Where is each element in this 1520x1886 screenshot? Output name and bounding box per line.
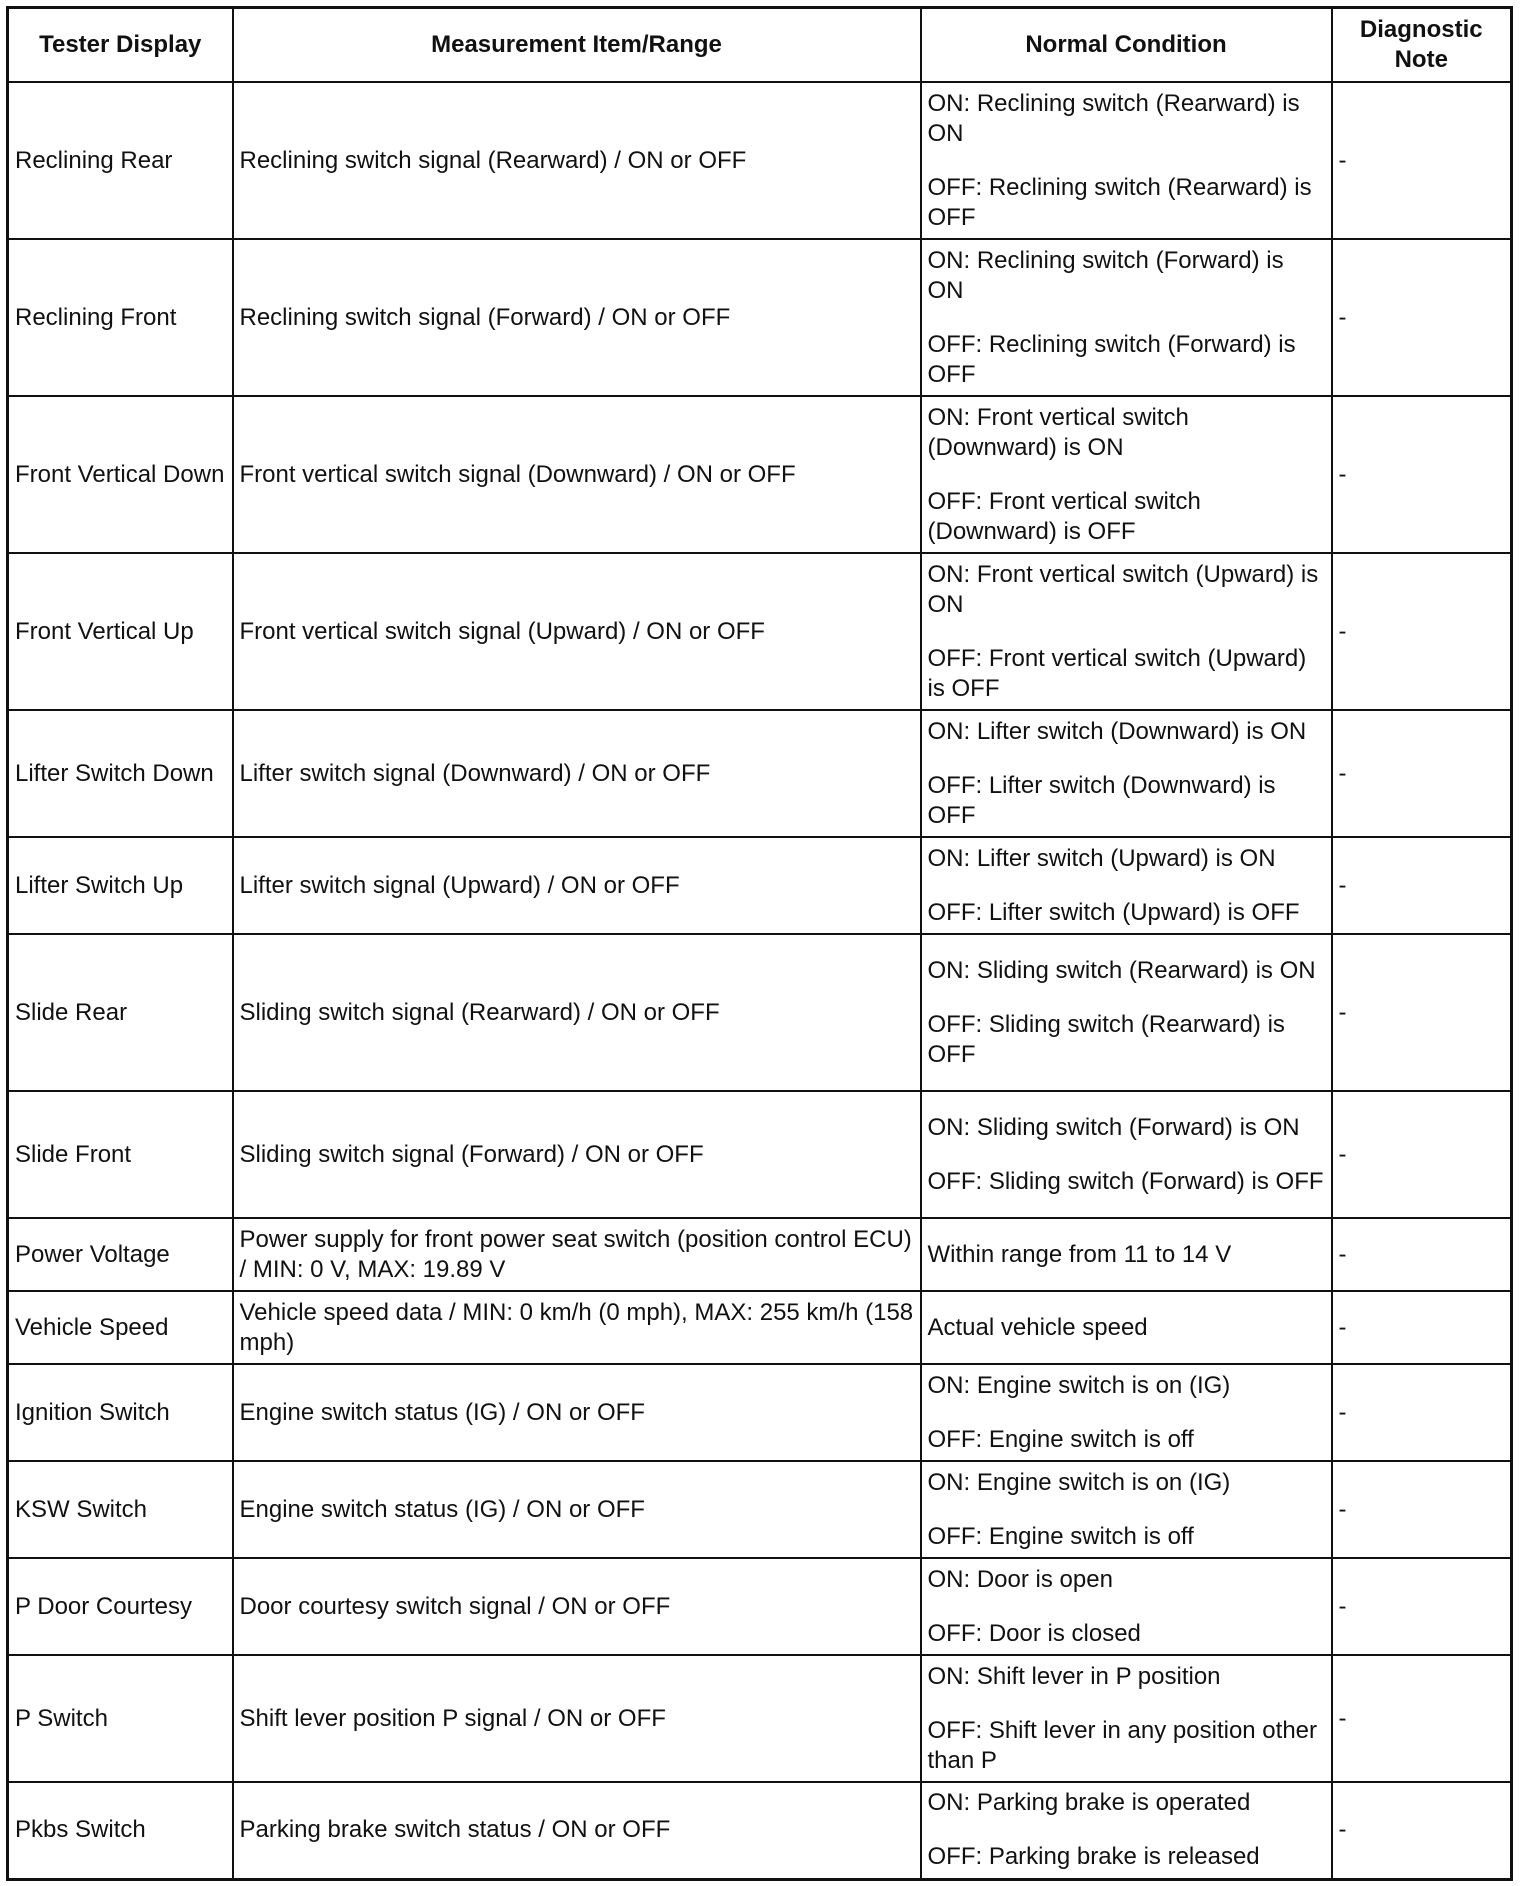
measurement-cell: Engine switch status (IG) / ON or OFF (233, 1364, 921, 1461)
measurement-cell: Front vertical switch signal (Downward) / ON or OFF (233, 396, 921, 553)
condition-off: OFF: Parking brake is released (927, 1843, 1260, 1871)
table-row (8, 1091, 1512, 1218)
table-row (8, 1291, 1512, 1364)
condition-single: Actual vehicle speed (927, 1313, 1148, 1341)
measurement-cell: Sliding switch signal (Forward) / ON or OFF (233, 1091, 921, 1218)
measurement-cell: Engine switch status (IG) / ON or OFF (233, 1461, 921, 1558)
normal-condition-cell (921, 1091, 1332, 1218)
tester-display-cell: Reclining Rear (8, 82, 233, 239)
table-row (8, 1782, 1512, 1879)
diagnostic-note-cell: - (1332, 82, 1512, 239)
diagnostic-note-cell: - (1332, 1091, 1512, 1218)
measurement-cell: Shift lever position P signal / ON or OFF (233, 1655, 921, 1782)
header-diagnostic-note: Diagnostic Note (1332, 8, 1512, 83)
condition-on: ON: Lifter switch (Upward) is ON (927, 844, 1276, 872)
normal-condition-cell (921, 239, 1332, 396)
condition-on: ON: Door is open (927, 1565, 1113, 1593)
normal-condition-cell (921, 837, 1332, 934)
diagnostic-note-cell: - (1332, 1655, 1512, 1782)
table-row (8, 1364, 1512, 1461)
condition-on: ON: Shift lever in P position (927, 1662, 1221, 1690)
diagnostic-note-cell: - (1332, 396, 1512, 553)
normal-condition-cell (921, 1364, 1332, 1461)
tester-display-cell: Vehicle Speed (8, 1291, 233, 1364)
measurement-cell: Lifter switch signal (Downward) / ON or OFF (233, 710, 921, 837)
data-list-table (6, 6, 1513, 1881)
header-row (8, 8, 1512, 83)
normal-condition-cell (921, 1782, 1332, 1879)
condition-off: OFF: Door is closed (927, 1619, 1141, 1647)
condition-off: OFF: Engine switch is off (927, 1425, 1194, 1453)
normal-condition-cell (921, 82, 1332, 239)
diagnostic-note-cell: - (1332, 1461, 1512, 1558)
condition-off: OFF: Sliding switch (Rearward) is OFF (927, 1010, 1285, 1068)
condition-off: OFF: Reclining switch (Rearward) is OFF (927, 173, 1312, 231)
diagnostic-note-cell: - (1332, 934, 1512, 1091)
tester-display-cell: Reclining Front (8, 239, 233, 396)
table-row (8, 837, 1512, 934)
condition-off: OFF: Lifter switch (Upward) is OFF (927, 898, 1300, 926)
tester-display-cell: P Door Courtesy (8, 1558, 233, 1655)
diagnostic-note-cell: - (1332, 837, 1512, 934)
tester-display-cell: Pkbs Switch (8, 1782, 233, 1879)
condition-off: OFF: Reclining switch (Forward) is OFF (927, 330, 1296, 388)
table-row (8, 239, 1512, 396)
measurement-cell: Reclining switch signal (Rearward) / ON or OFF (233, 82, 921, 239)
condition-on: ON: Reclining switch (Forward) is ON (927, 246, 1284, 304)
table-row (8, 396, 1512, 553)
tester-display-cell: Slide Rear (8, 934, 233, 1091)
measurement-cell: Reclining switch signal (Forward) / ON or OFF (233, 239, 921, 396)
condition-off: OFF: Sliding switch (Forward) is OFF (927, 1167, 1324, 1195)
tester-display-cell: P Switch (8, 1655, 233, 1782)
measurement-cell: Door courtesy switch signal / ON or OFF (233, 1558, 921, 1655)
condition-on: ON: Front vertical switch (Upward) is ON (927, 560, 1319, 618)
condition-on: ON: Sliding switch (Forward) is ON (927, 1113, 1300, 1141)
tester-display-cell: Front Vertical Up (8, 553, 233, 710)
measurement-cell: Power supply for front power seat switch (position control ECU) / MIN: 0 V, MAX: 19.89 V (233, 1218, 921, 1291)
diagnostic-note-cell: - (1332, 239, 1512, 396)
condition-off: OFF: Front vertical switch (Downward) is OFF (927, 487, 1201, 545)
diagnostic-note-cell: - (1332, 1782, 1512, 1879)
condition-on: ON: Reclining switch (Rearward) is ON (927, 89, 1300, 147)
normal-condition-cell (921, 396, 1332, 553)
condition-on: ON: Parking brake is operated (927, 1789, 1251, 1817)
condition-off: OFF: Lifter switch (Downward) is OFF (927, 771, 1276, 829)
condition-on: ON: Front vertical switch (Downward) is ON (927, 403, 1189, 461)
normal-condition-cell (921, 710, 1332, 837)
table-row (8, 934, 1512, 1091)
condition-off: OFF: Shift lever in any position other than P (927, 1716, 1318, 1774)
condition-single: Within range from 11 to 14 V (927, 1240, 1232, 1268)
diagnostic-note-cell: - (1332, 1218, 1512, 1291)
normal-condition-cell (921, 553, 1332, 710)
measurement-cell: Front vertical switch signal (Upward) / ON or OFF (233, 553, 921, 710)
tester-display-cell: KSW Switch (8, 1461, 233, 1558)
tester-display-cell: Ignition Switch (8, 1364, 233, 1461)
header-normal-condition: Normal Condition (921, 8, 1332, 83)
table-row (8, 1558, 1512, 1655)
tester-display-cell: Power Voltage (8, 1218, 233, 1291)
table-row (8, 82, 1512, 239)
normal-condition-cell (921, 1655, 1332, 1782)
normal-condition-cell (921, 934, 1332, 1091)
diagnostic-note-cell: - (1332, 1291, 1512, 1364)
condition-off: OFF: Front vertical switch (Upward) is OFF (927, 644, 1307, 702)
tester-display-cell: Slide Front (8, 1091, 233, 1218)
measurement-cell: Vehicle speed data / MIN: 0 km/h (0 mph), MAX: 255 km/h (158 mph) (233, 1291, 921, 1364)
measurement-cell: Sliding switch signal (Rearward) / ON or OFF (233, 934, 921, 1091)
condition-on: ON: Sliding switch (Rearward) is ON (927, 956, 1316, 984)
table-row (8, 1218, 1512, 1291)
header-tester-display: Tester Display (8, 8, 233, 83)
normal-condition-cell (921, 1218, 1332, 1291)
tester-display-cell: Lifter Switch Down (8, 710, 233, 837)
normal-condition-cell (921, 1461, 1332, 1558)
table-row (8, 1461, 1512, 1558)
condition-on: ON: Engine switch is on (IG) (927, 1468, 1231, 1496)
table-row (8, 1655, 1512, 1782)
measurement-cell: Lifter switch signal (Upward) / ON or OFF (233, 837, 921, 934)
condition-on: ON: Engine switch is on (IG) (927, 1371, 1231, 1399)
diagnostic-note-cell: - (1332, 553, 1512, 710)
condition-off: OFF: Engine switch is off (927, 1522, 1194, 1550)
diagnostic-note-cell: - (1332, 1364, 1512, 1461)
diagnostic-note-cell: - (1332, 1558, 1512, 1655)
tester-display-cell: Lifter Switch Up (8, 837, 233, 934)
normal-condition-cell (921, 1558, 1332, 1655)
normal-condition-cell (921, 1291, 1332, 1364)
header-measurement: Measurement Item/Range (233, 8, 921, 83)
table-row (8, 710, 1512, 837)
table-row (8, 553, 1512, 710)
measurement-cell: Parking brake switch status / ON or OFF (233, 1782, 921, 1879)
tester-display-cell: Front Vertical Down (8, 396, 233, 553)
condition-on: ON: Lifter switch (Downward) is ON (927, 717, 1307, 745)
diagnostic-note-cell: - (1332, 710, 1512, 837)
